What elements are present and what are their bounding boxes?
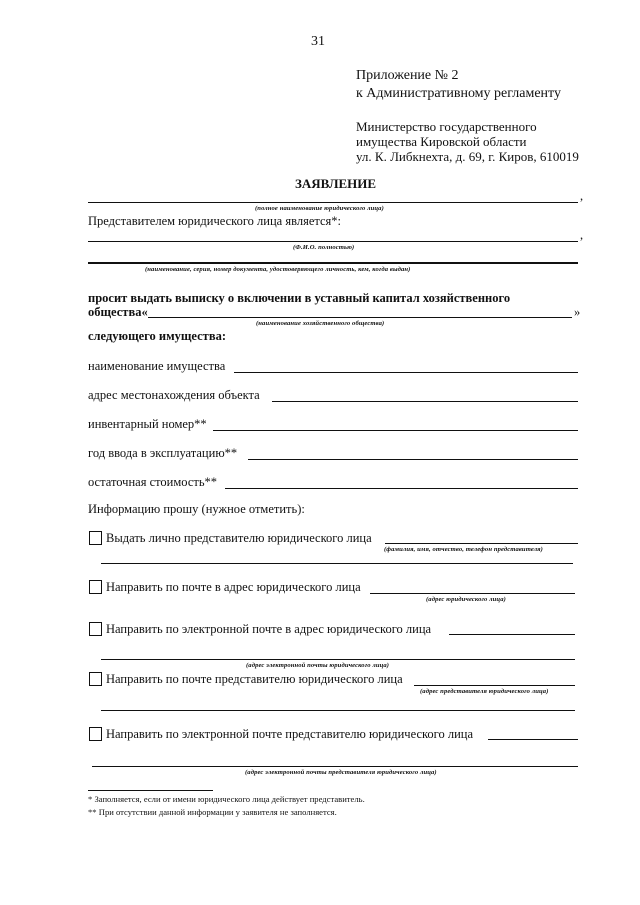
caption-rep-address: (адрес представителя юридического лица) <box>420 688 549 695</box>
property-name-label: наименование имущества <box>88 359 226 373</box>
ministry-line-1: Министерство государственного <box>356 119 537 134</box>
year-label: год ввода в эксплуатацию** <box>88 446 238 460</box>
comma: , <box>580 189 584 203</box>
legal-address-line[interactable] <box>370 593 575 594</box>
mail-legal-label: Направить по почте в адрес юридического лица <box>106 580 361 594</box>
mail-rep-checkbox[interactable] <box>89 672 102 686</box>
society-name-line[interactable] <box>148 317 572 318</box>
comma-2: , <box>580 228 584 242</box>
legal-email-line-2[interactable] <box>101 659 575 660</box>
caption-document: (наименование, серия, номер документа, удостоверяющего личность, кем, когда выдан) <box>145 266 411 273</box>
caption-legal-email: (адрес электронной почты юридического лица) <box>246 662 390 669</box>
in-person-label: Выдать лично представителю юридического лица <box>106 531 372 545</box>
caption-fio: (Ф.И.О. полностью) <box>293 244 355 251</box>
rep-address-line-2[interactable] <box>101 710 575 711</box>
legal-email-line[interactable] <box>449 634 575 635</box>
page-number: 31 <box>311 34 325 49</box>
rep-address-line[interactable] <box>414 685 575 686</box>
caption-society: (наименование хозяйственного общества) <box>256 320 385 327</box>
mail-rep-label: Направить по почте представителю юридического лица <box>106 672 403 686</box>
mail-legal-checkbox[interactable] <box>89 580 102 594</box>
request-text-line-2: общества« <box>88 305 148 319</box>
footnote-2: ** При отсутствии данной информации у заявителя не заполняется. <box>88 807 337 817</box>
year-field[interactable] <box>248 459 578 460</box>
email-rep-label: Направить по электронной почте представителю юридического лица <box>106 727 474 741</box>
residual-value-label: остаточная стоимость** <box>88 475 218 489</box>
inventory-field[interactable] <box>213 430 578 431</box>
rep-email-line[interactable] <box>488 739 578 740</box>
caption-full-name: (полное наименование юридического лица) <box>255 205 384 212</box>
rep-email-line-2[interactable] <box>92 766 578 767</box>
footnote-1: * Заполняется, если от имени юридического лица действует представитель. <box>88 794 365 804</box>
email-rep-checkbox[interactable] <box>89 727 102 741</box>
request-text-line-1: просит выдать выписку о включении в уставный капитал хозяйственного <box>88 291 511 305</box>
document-title: ЗАЯВЛЕНИЕ <box>295 176 377 191</box>
legal-entity-name-line[interactable] <box>88 202 578 203</box>
property-name-field[interactable] <box>234 372 578 373</box>
info-prompt: Информацию прошу (нужное отметить): <box>88 502 305 516</box>
property-heading: следующего имущества: <box>88 329 226 343</box>
rep-contact-line[interactable] <box>385 543 578 544</box>
email-legal-label: Направить по электронной почте в адрес юридического лица <box>106 622 432 636</box>
email-legal-checkbox[interactable] <box>89 622 102 636</box>
caption-rep-email: (адрес электронной почты представителя юридического лица) <box>245 769 437 776</box>
footnote-separator <box>88 790 213 791</box>
in-person-checkbox[interactable] <box>89 531 102 545</box>
ministry-line-2: имущества Кировской области <box>356 134 527 149</box>
representative-label: Представителем юридического лица является*: <box>88 214 342 228</box>
inventory-label: инвентарный номер** <box>88 417 207 431</box>
residual-value-field[interactable] <box>225 488 578 489</box>
rep-contact-line-2[interactable] <box>101 563 573 564</box>
regulation-label: к Административному регламенту <box>356 86 561 101</box>
caption-rep-contact: (фамилия, имя, отчество, телефон представителя) <box>384 546 543 553</box>
location-label: адрес местонахождения объекта <box>88 388 260 402</box>
identity-document-line[interactable] <box>88 262 578 264</box>
location-field[interactable] <box>272 401 578 402</box>
caption-legal-address: (адрес юридического лица) <box>426 596 506 603</box>
representative-fio-line[interactable] <box>88 241 578 242</box>
appendix-label: Приложение № 2 <box>356 68 459 83</box>
ministry-address: ул. К. Либкнехта, д. 69, г. Киров, 610019 <box>356 149 579 164</box>
close-quote: » <box>574 305 581 319</box>
